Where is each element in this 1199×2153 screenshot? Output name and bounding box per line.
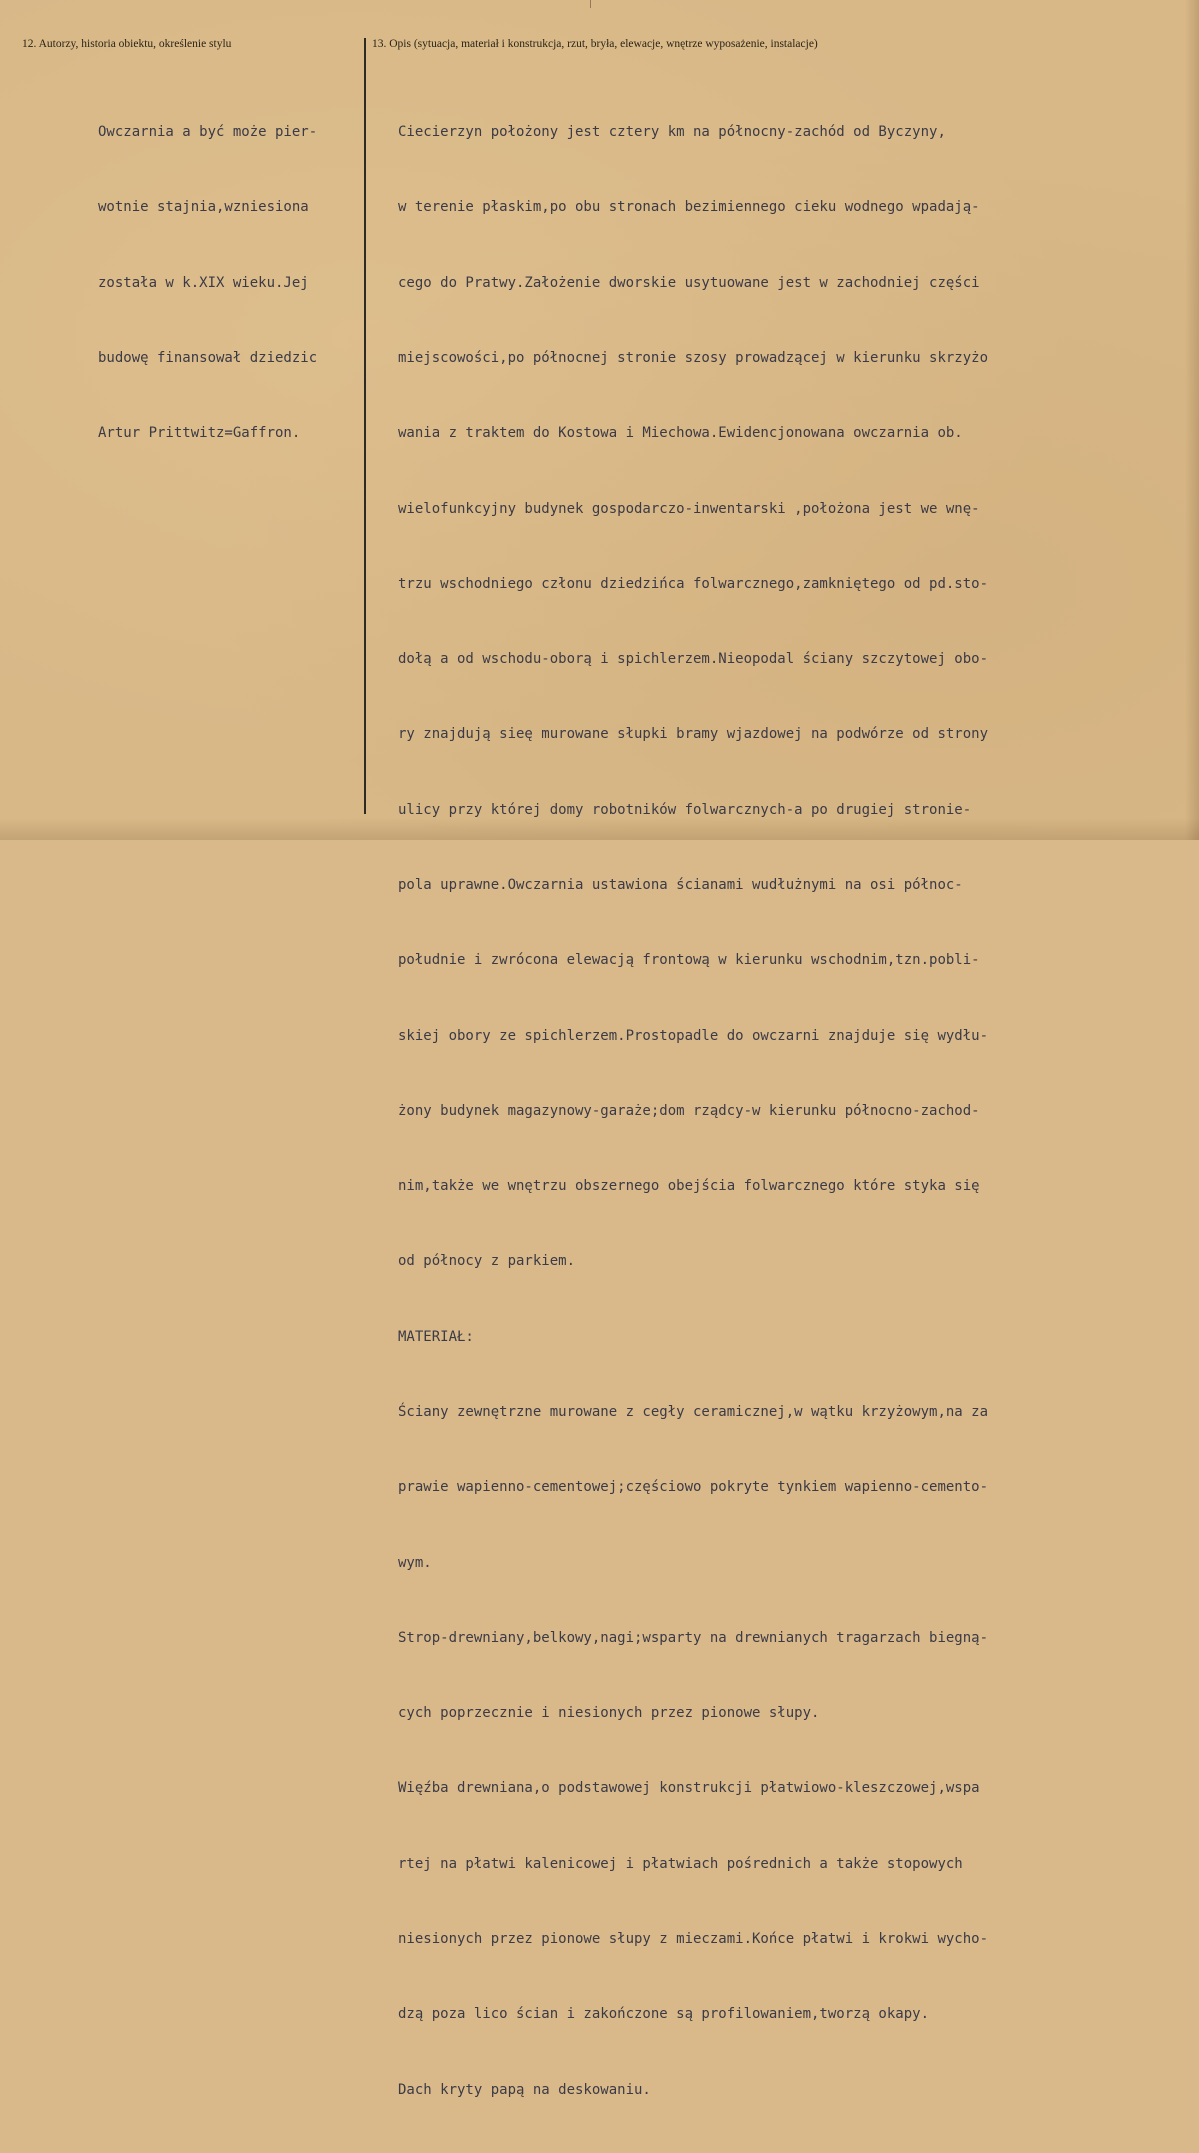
history-line: wotnie stajnia,wzniesiona: [98, 199, 309, 216]
description-line: niesionych przez pionowe słupy z mieczami.Końce płatwi i krokwi wycho-: [398, 1930, 989, 1947]
description-line: pola uprawne.Owczarnia ustawiona ścianami wudłużnymi na osi północ-: [398, 877, 963, 893]
description-line: skiej obory ze spichlerzem.Prostopadle do owczarni znajduje się wydłu-: [398, 1027, 989, 1044]
description-line: południe i zwrócona elewacją frontową w kierunku wschodnim,tzn.pobli-: [398, 952, 980, 969]
description-line: ry znajdują sieę murowane słupki bramy wjazdowej na podwórze od strony: [398, 726, 989, 743]
description-line: Ściany zewnętrzne murowane z cegły ceramicznej,w wątku krzyżowym,na za: [398, 1403, 989, 1420]
description-line: wielofunkcyjny budynek gospodarczo-inwentarski ,położona jest we wnę-: [398, 500, 980, 517]
history-line: została w k.XIX wieku.Jej: [98, 274, 309, 291]
description-line: dołą a od wschodu-oborą i spichlerzem.Nieopodal ściany szczytowej obo-: [398, 651, 989, 668]
description-line: cych poprzecznie i niesionych przez pionowe słupy.: [398, 1705, 820, 1722]
description-line: miejscowości,po północnej stronie szosy prowadzącej w kierunku skrzyżo: [398, 350, 989, 367]
description-line: Dach kryty papą na deskowaniu.: [398, 2081, 651, 2098]
description-line: wania z traktem do Kostowa i Miechowa.Ewidencjonowana owczarnia ob.: [398, 425, 963, 442]
description-line: od północy z parkiem.: [398, 1253, 576, 1270]
material-heading: MATERIAŁ:: [398, 1328, 474, 1345]
description-line: prawie wapienno-cementowej;częściowo pokryte tynkiem wapienno-cemento-: [398, 1479, 989, 1496]
history-text-block: [98, 70, 317, 497]
top-tick-mark: [590, 0, 591, 8]
description-line: Więźba drewniana,o podstawowej konstrukcji płatwiowo-kleszczowej,wspa: [398, 1780, 980, 1797]
history-line: Artur Prittwitz=Gaffron.: [98, 425, 301, 442]
history-line: Owczarnia a być może pier-: [98, 124, 318, 141]
description-line: rtej na płatwi kalenicowej i płatwiach pośrednich a także stopowych: [398, 1855, 963, 1872]
description-line: Ciecierzyn położony jest cztery km na północny-zachód od Byczyny,: [398, 124, 946, 141]
section-12-header: 12. Autorzy, historia obiektu, określenie stylu: [22, 38, 232, 50]
description-line: wym.: [398, 1554, 432, 1571]
history-line: budowę finansował dziedzic: [98, 350, 318, 367]
description-line: dzą poza lico ścian i zakończone są profilowaniem,tworzą okapy.: [398, 2006, 930, 2023]
description-line: cego do Pratwy.Założenie dworskie usytuowane jest w zachodniej części: [398, 274, 980, 291]
description-line: ulicy przy której domy robotników folwarcznych-a po drugiej stronie-: [398, 801, 972, 818]
description-text-block: [398, 70, 988, 2153]
section-13-header: 13. Opis (sytuacja, materiał i konstrukcja, rzut, bryła, elewacje, wnętrze wyposażenie, instalacje): [372, 38, 818, 50]
description-line: trzu wschodniego członu dziedzińca folwarcznego,zamkniętego od pd.sto-: [398, 575, 989, 592]
description-line: Strop-drewniany,belkowy,nagi;wsparty na drewnianych tragarzach biegną-: [398, 1629, 989, 1646]
paper-edge-shadow: [1185, 0, 1199, 840]
column-divider: [364, 38, 366, 814]
description-line: żony budynek magazynowy-garaże;dom rządcy-w kierunku północno-zachod-: [398, 1102, 980, 1119]
description-line: w terenie płaskim,po obu stronach bezimiennego cieku wodnego wpadają-: [398, 199, 980, 216]
description-line: nim,także we wnętrzu obszernego obejścia folwarcznego które styka się: [398, 1178, 980, 1195]
paper-bottom-shadow: [0, 818, 1199, 840]
